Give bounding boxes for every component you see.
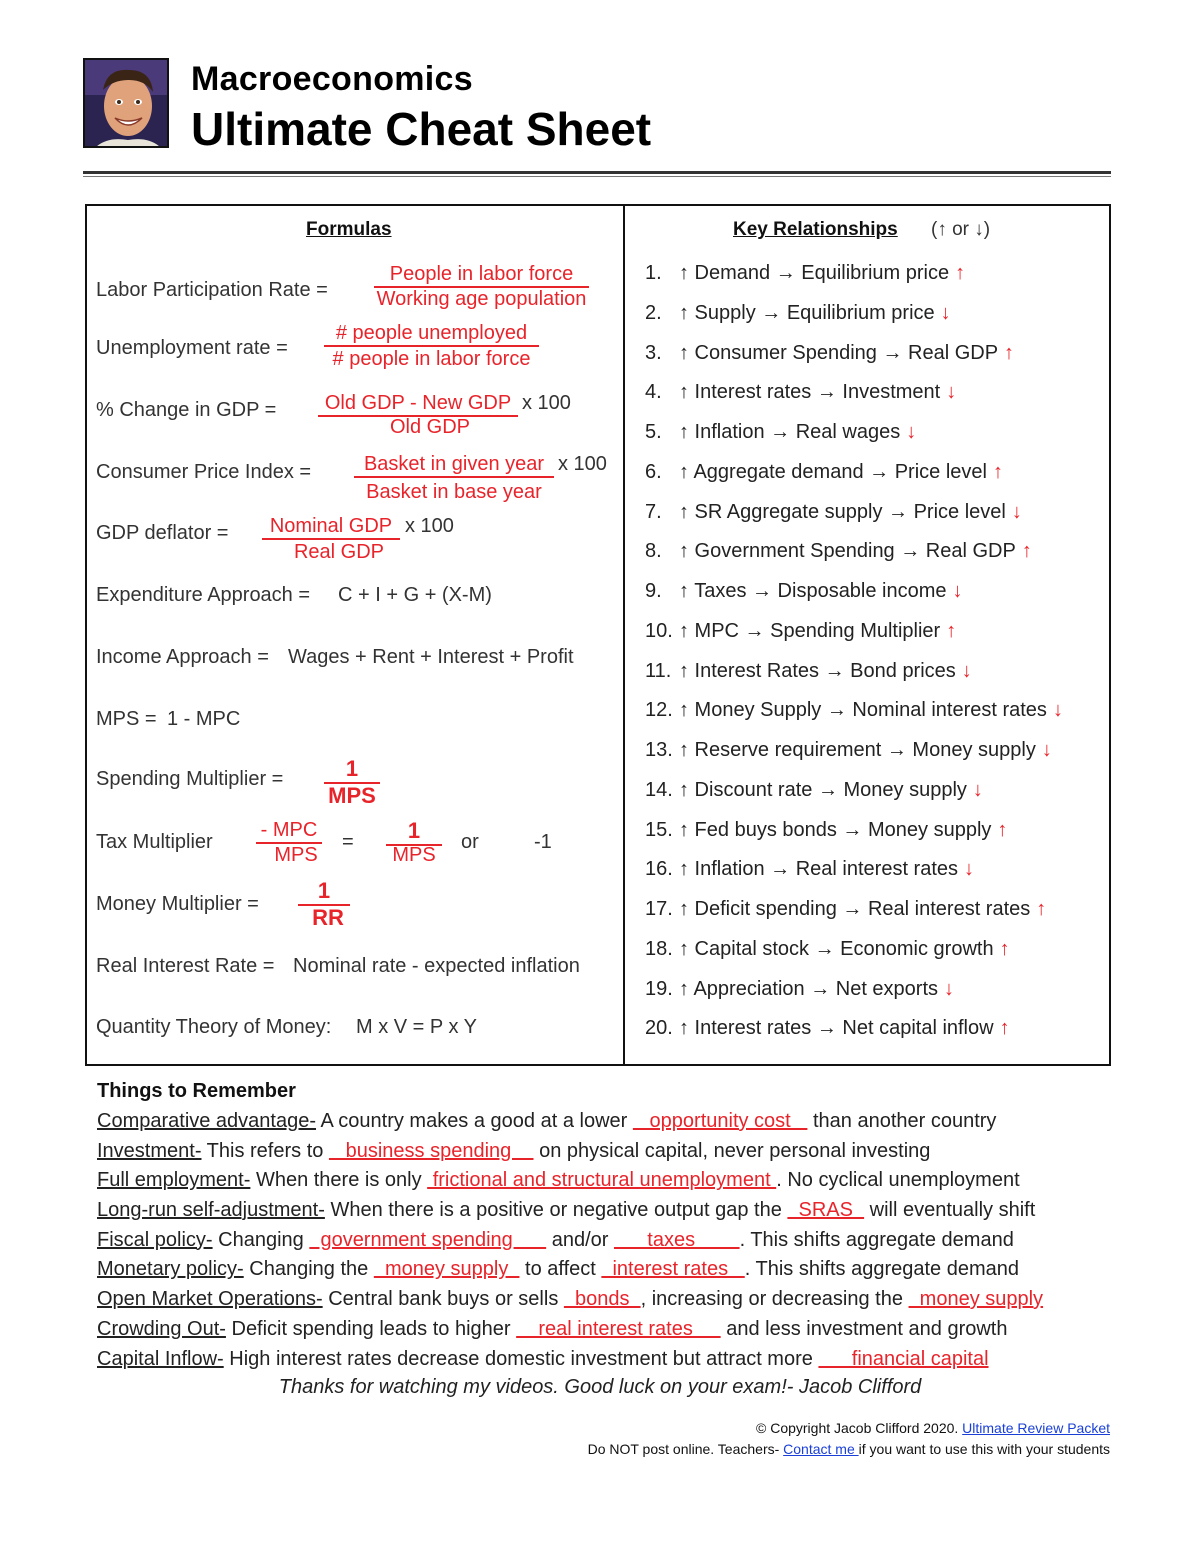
relationship-number: 10.: [645, 619, 673, 642]
remember-line: [97, 1315, 1107, 1345]
arrow-up-icon: ↑: [999, 937, 1010, 960]
relationship-number: 7.: [645, 500, 662, 523]
tax-multiplier-numerator-1: - MPC: [256, 819, 322, 844]
spending-multiplier-label: Spending Multiplier =: [96, 768, 284, 790]
relationship-text: ↑ Deficit spending → Real interest rates: [679, 898, 1031, 920]
term-label: Long-run self-adjustment-: [97, 1199, 325, 1222]
labor-participation-label: Labor Participation Rate =: [96, 279, 328, 301]
tax-multiplier-denominator-1: MPS: [274, 844, 318, 866]
definition-text: Central bank buys or sells: [322, 1288, 564, 1311]
relationship-text: ↑ Interest Rates → Bond prices: [679, 659, 956, 682]
relationship-number: 13.: [645, 739, 673, 761]
relationship-text: ↑ Appreciation → Net exports: [679, 977, 939, 1000]
definition-text: When there is only: [250, 1169, 428, 1192]
definition-text: . This shifts aggregate demand: [744, 1258, 1019, 1281]
relationship-item: [645, 421, 916, 444]
definition-text: When there is a positive or negative output gap the: [324, 1199, 788, 1222]
arrow-down-icon: ↓: [906, 421, 917, 443]
relationship-item: [645, 978, 954, 1001]
relationship-text: ↑ Taxes → Disposable income: [679, 580, 947, 602]
tax-multiplier-label: Tax Multiplier: [96, 831, 213, 853]
arrow-down-icon: ↓: [1011, 500, 1022, 523]
relationship-item: [645, 699, 1063, 722]
arrow-up-icon: ↑: [1021, 540, 1032, 563]
relationship-number: 15.: [645, 818, 673, 841]
relationship-item: [645, 739, 1052, 762]
pct-change-gdp-times: x 100: [522, 392, 571, 414]
income-approach-value: Wages + Rent + Interest + Profit: [288, 646, 574, 668]
relationship-item: [645, 540, 1032, 563]
definition-text: Deficit spending leads to higher: [225, 1317, 517, 1340]
term-label: Crowding Out-: [97, 1317, 226, 1340]
arrow-up-icon: ↑: [992, 460, 1003, 483]
relationship-number: 16.: [645, 858, 673, 881]
fill-in-answer: real interest rates: [516, 1317, 721, 1340]
formulas-heading: Formulas: [306, 219, 392, 240]
relationship-text: ↑ Government Spending → Real GDP: [679, 540, 1016, 563]
definition-text: and/or: [546, 1228, 614, 1251]
relationships-heading: Key Relationships: [733, 219, 898, 240]
relationship-item: [645, 779, 983, 802]
relationship-number: 19.: [645, 977, 673, 1000]
arrow-down-icon: ↓: [964, 858, 975, 881]
arrow-down-icon: ↓: [1041, 739, 1052, 761]
relationship-item: [645, 302, 951, 325]
relationships-heading-note: (↑ or ↓): [931, 219, 991, 240]
author-photo: [83, 58, 169, 148]
relationship-number: 3.: [645, 341, 662, 364]
arrow-up-icon: ↑: [997, 818, 1008, 841]
money-multiplier-label: Money Multiplier =: [96, 893, 259, 915]
fill-in-answer: interest rates: [601, 1258, 745, 1281]
header-divider: [83, 171, 1111, 174]
arrow-up-icon: ↑: [999, 1017, 1010, 1040]
relationship-number: 2.: [645, 301, 662, 324]
thanks-line: Thanks for watching my videos. Good luck on your exam!- Jacob Clifford: [278, 1376, 922, 1398]
term-label: Comparative advantage-: [97, 1110, 317, 1132]
relationship-item: [645, 938, 1010, 961]
definition-text: than another country: [807, 1110, 997, 1132]
expenditure-approach-label: Expenditure Approach =: [96, 584, 311, 606]
pct-change-gdp-label: % Change in GDP =: [96, 399, 277, 421]
relationship-number: 6.: [645, 460, 662, 483]
definition-text: Changing: [212, 1228, 310, 1251]
relationship-number: 20.: [645, 1017, 673, 1040]
unemployment-denominator: # people in labor force: [332, 348, 531, 370]
fill-in-answer: taxes: [613, 1228, 740, 1251]
arrow-down-icon: ↓: [961, 659, 972, 682]
tax-multiplier-or: or: [461, 831, 479, 853]
fill-in-answer: money supply: [373, 1258, 520, 1281]
fill-in-answer: money supply: [908, 1288, 1044, 1311]
relationship-item: [645, 342, 1014, 365]
relationship-number: 12.: [645, 699, 673, 722]
arrow-up-icon: ↑: [946, 619, 957, 642]
definition-text: A country makes a good at a lower: [316, 1110, 633, 1132]
things-to-remember: [97, 1080, 1107, 1374]
money-multiplier-numerator: 1: [298, 878, 350, 906]
relationship-text: ↑ Capital stock → Economic growth: [679, 937, 994, 960]
remember-line: [97, 1166, 1107, 1196]
tax-multiplier-denominator-2: MPS: [392, 844, 436, 866]
relationship-number: 11.: [645, 659, 672, 682]
remember-line: [97, 1137, 1107, 1167]
term-label: Open Market Operations-: [97, 1288, 323, 1311]
cpi-denominator: Basket in base year: [366, 481, 542, 503]
relationship-text: ↑ Aggregate demand → Price level: [679, 460, 987, 483]
definition-text: to affect: [519, 1258, 602, 1281]
arrow-down-icon: ↓: [944, 977, 955, 1000]
labor-participation-numerator: People in labor force: [374, 263, 589, 288]
expenditure-approach-value: C + I + G + (X-M): [338, 584, 492, 606]
relationship-item: [645, 501, 1022, 524]
term-label: Full employment-: [97, 1169, 251, 1192]
mps-value: 1 - MPC: [167, 708, 241, 730]
relationship-item: [645, 858, 974, 881]
term-label: Investment-: [97, 1139, 202, 1162]
definition-text: , increasing or decreasing the: [640, 1288, 909, 1311]
definition-text: . This shifts aggregate demand: [739, 1228, 1014, 1251]
copyright-line: [756, 1420, 1110, 1436]
definition-text: will eventually shift: [864, 1199, 1036, 1222]
fill-in-answer: SRAS: [787, 1199, 865, 1222]
spending-multiplier-numerator: 1: [324, 756, 380, 784]
arrow-down-icon: ↓: [946, 381, 957, 404]
usage-warning-end: if you want to use this with your students: [858, 1441, 1110, 1457]
page-subtitle: Macroeconomics: [191, 60, 473, 98]
income-approach-label: Income Approach =: [96, 646, 269, 668]
relationship-number: 5.: [645, 421, 662, 443]
relationship-item: [645, 620, 956, 643]
unemployment-numerator: # people unemployed: [324, 322, 539, 347]
fill-in-answer: business spending: [328, 1139, 534, 1162]
unemployment-label: Unemployment rate =: [96, 337, 288, 359]
fill-in-answer: government spending: [309, 1228, 547, 1251]
remember-line: [97, 1226, 1107, 1256]
tax-multiplier-negative-one: -1: [534, 831, 552, 853]
arrow-up-icon: ↑: [1004, 341, 1015, 364]
arrow-down-icon: ↓: [940, 301, 951, 324]
things-lines: [97, 1107, 1107, 1374]
relationship-number: 17.: [645, 898, 673, 920]
relationship-text: ↑ Money Supply → Nominal interest rates: [679, 699, 1047, 722]
relationship-text: ↑ Interest rates → Net capital inflow: [679, 1017, 994, 1040]
spending-multiplier-denominator: MPS: [328, 783, 376, 808]
remember-line: [97, 1285, 1107, 1315]
remember-line: [97, 1255, 1107, 1285]
definition-text: This refers to: [201, 1139, 329, 1162]
header-divider-thin: [83, 176, 1111, 177]
remember-line: [97, 1196, 1107, 1226]
relationship-number: 18.: [645, 937, 673, 960]
relationship-number: 8.: [645, 540, 662, 563]
main-table: [85, 204, 1111, 1066]
gdp-deflator-numerator: Nominal GDP: [262, 515, 400, 540]
arrow-up-icon: ↑: [1036, 898, 1047, 920]
arrow-up-icon: ↑: [955, 262, 966, 284]
usage-warning: Do NOT post online. Teachers-: [587, 1441, 784, 1457]
relationship-text: ↑ Fed buys bonds → Money supply: [679, 818, 992, 841]
relationship-text: ↑ Inflation → Real wages: [679, 421, 901, 443]
header: [83, 58, 1113, 158]
relationship-item: [645, 660, 972, 683]
definition-text: on physical capital, never personal investing: [533, 1139, 931, 1162]
pct-change-gdp-numerator: Old GDP - New GDP: [318, 392, 518, 417]
relationship-item: [645, 381, 956, 404]
real-interest-rate-label: Real Interest Rate =: [96, 955, 275, 977]
arrow-down-icon: ↓: [952, 580, 963, 602]
relationship-item: [645, 262, 965, 285]
relationship-text: ↑ MPC → Spending Multiplier: [679, 619, 941, 642]
gdp-deflator-label: GDP deflator =: [96, 522, 229, 544]
things-heading: Things to Remember: [97, 1080, 296, 1102]
relationship-text: ↑ Inflation → Real interest rates: [679, 858, 959, 881]
relationship-number: 4.: [645, 381, 662, 404]
fill-in-answer: financial capital: [818, 1347, 989, 1370]
tax-multiplier-numerator-2: 1: [386, 818, 442, 846]
relationship-text: ↑ Reserve requirement → Money supply: [679, 739, 1036, 761]
relationship-number: 9.: [645, 580, 662, 602]
definition-text: Changing the: [243, 1258, 374, 1281]
relationship-text: ↑ SR Aggregate supply → Price level: [679, 500, 1006, 523]
fill-in-answer: opportunity cost: [632, 1110, 808, 1132]
quantity-theory-value: M x V = P x Y: [356, 1016, 477, 1038]
relationship-item: [645, 819, 1007, 842]
gdp-deflator-times: x 100: [405, 515, 454, 537]
quantity-theory-label: Quantity Theory of Money:: [96, 1016, 332, 1038]
relationship-text: ↑ Discount rate → Money supply: [679, 778, 967, 801]
relationship-number: 14.: [645, 778, 673, 801]
gdp-deflator-denominator: Real GDP: [293, 541, 385, 563]
relationship-item: [645, 1017, 1010, 1040]
remember-line: [97, 1345, 1107, 1375]
relationship-text: ↑ Interest rates → Investment: [679, 381, 941, 404]
relationship-item: [645, 580, 963, 603]
cpi-label: Consumer Price Index =: [96, 461, 312, 483]
real-interest-rate-value: Nominal rate - expected inflation: [293, 955, 580, 977]
remember-line: [97, 1107, 1107, 1137]
usage-line: [588, 1441, 1110, 1457]
mps-label: MPS =: [96, 708, 157, 730]
money-multiplier-denominator: RR: [312, 905, 344, 930]
page-title: Ultimate Cheat Sheet: [191, 103, 652, 155]
relationship-item: [645, 898, 1046, 921]
cpi-numerator: Basket in given year: [354, 453, 554, 478]
relationship-text: ↑ Demand → Equilibrium price: [679, 262, 950, 284]
term-label: Monetary policy-: [97, 1258, 244, 1281]
ultimate-review-packet-link[interactable]: Ultimate Review Packet: [962, 1420, 1110, 1436]
definition-text: and less investment and growth: [720, 1317, 1008, 1340]
copyright-text: © Copyright Jacob Clifford 2020.: [756, 1420, 963, 1436]
fill-in-answer: bonds: [563, 1288, 641, 1311]
contact-me-link[interactable]: Contact me: [783, 1441, 859, 1457]
definition-text: High interest rates decrease domestic investment but attract more: [223, 1347, 819, 1370]
labor-participation-denominator: Working age population: [376, 288, 587, 310]
tax-multiplier-equals: =: [342, 831, 354, 853]
relationship-number: 1.: [645, 262, 662, 284]
pct-change-gdp-denominator: Old GDP: [389, 416, 471, 438]
term-label: Fiscal policy-: [97, 1228, 213, 1251]
definition-text: . No cyclical unemployment: [776, 1169, 1020, 1192]
arrow-down-icon: ↓: [972, 778, 983, 801]
relationship-text: ↑ Supply → Equilibrium price: [679, 301, 935, 324]
cpi-times: x 100: [558, 453, 607, 475]
column-divider: [623, 204, 625, 1066]
relationship-item: [645, 461, 1003, 484]
relationship-text: ↑ Consumer Spending → Real GDP: [679, 341, 999, 364]
fill-in-answer: frictional and structural unemployment: [427, 1169, 777, 1192]
term-label: Capital Inflow-: [97, 1347, 224, 1370]
arrow-down-icon: ↓: [1052, 699, 1063, 722]
